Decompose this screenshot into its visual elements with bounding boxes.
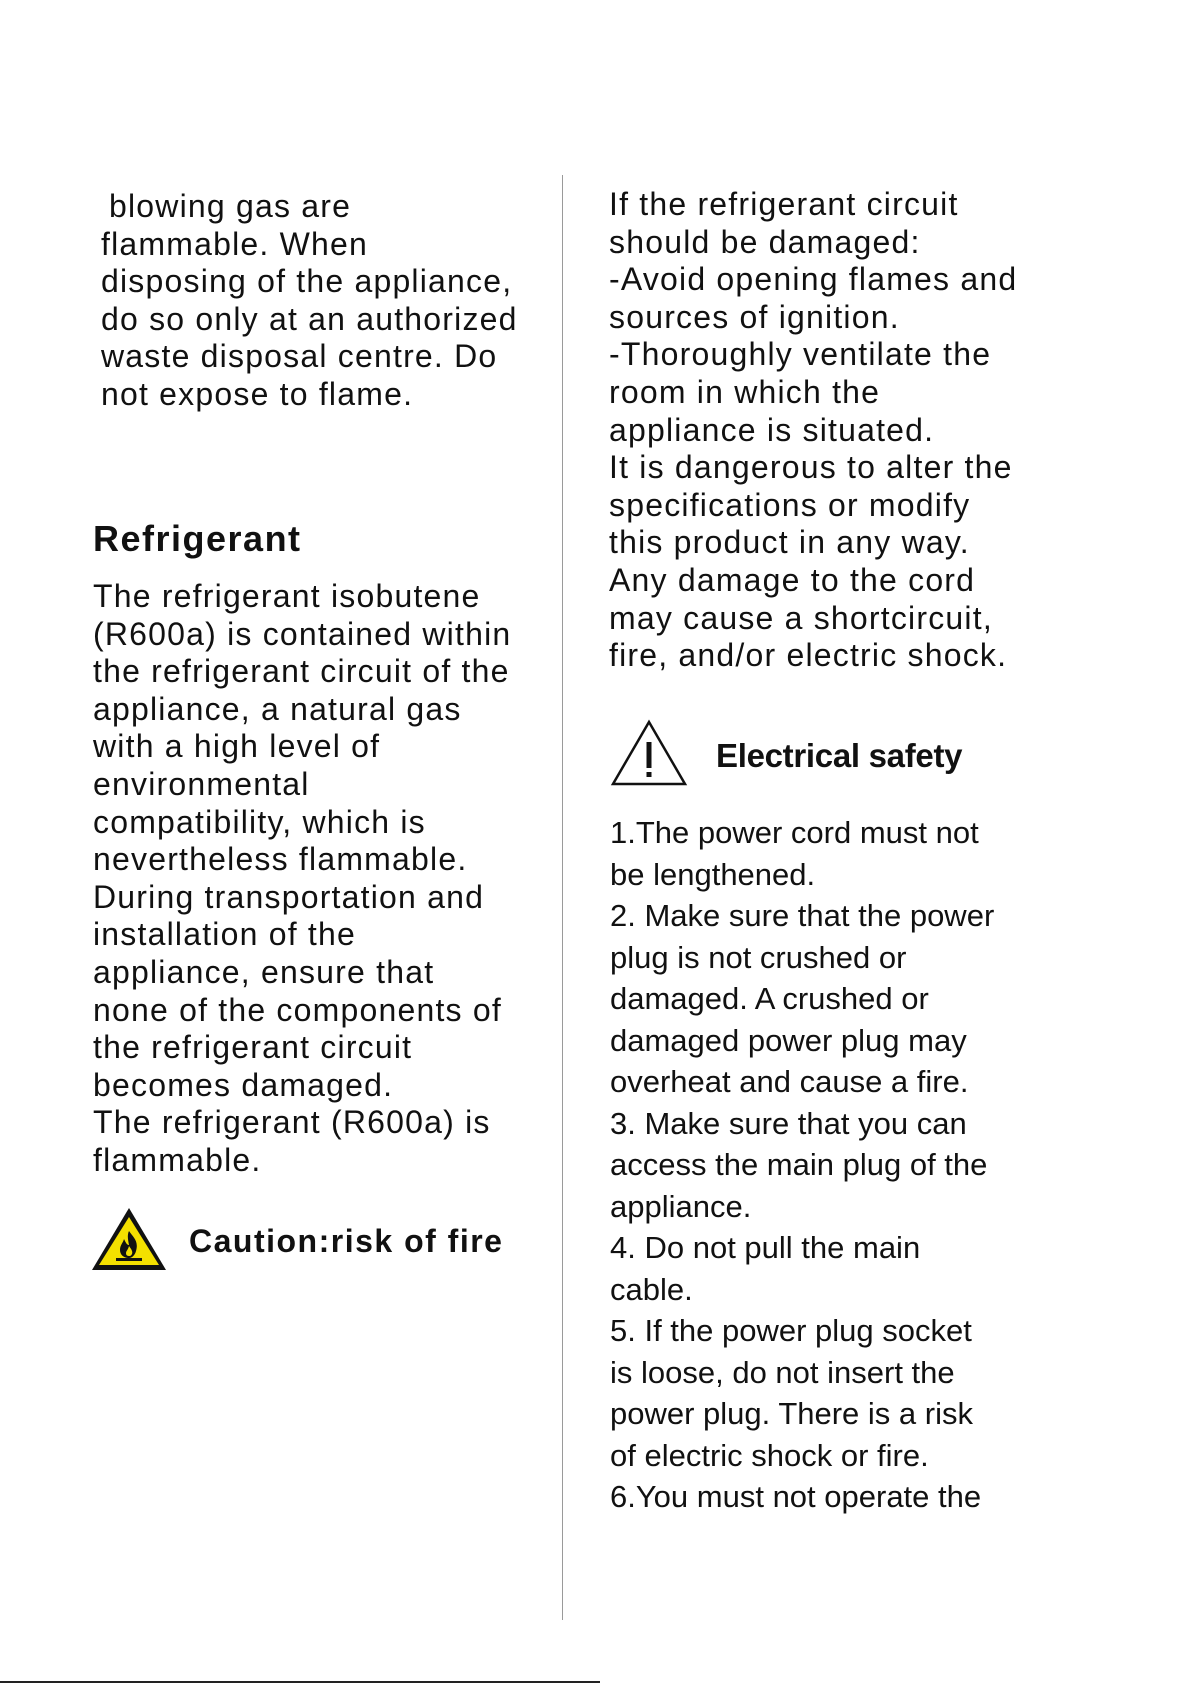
text-line: waste disposal centre. Do — [101, 338, 498, 375]
text-line: damaged. A crushed or — [610, 981, 929, 1016]
intro-paragraph — [101, 188, 551, 414]
text-line: nevertheless flammable. — [93, 841, 468, 878]
text-line: access the main plug of the — [610, 1147, 988, 1182]
text-line: of electric shock or fire. — [610, 1437, 929, 1473]
refrigerant-paragraph — [93, 578, 553, 1180]
text-line: installation of the — [93, 916, 356, 953]
text-line: The refrigerant (R600a) is — [93, 1104, 491, 1141]
text-line: 2. Make sure that the power — [610, 898, 995, 933]
text-line: environmental — [93, 765, 310, 802]
text-line: be lengthened. — [610, 856, 816, 892]
caution-fire-row — [89, 1205, 503, 1278]
text-line: -Avoid opening flames and — [609, 261, 1018, 298]
text-line: this product in any way. — [609, 524, 970, 561]
fire-hazard-icon — [89, 1205, 169, 1278]
text-line: 5. If the power plug socket — [610, 1313, 972, 1348]
text-line: may cause a shortcircuit, — [609, 599, 993, 636]
text-line: (R600a) is contained within — [93, 615, 512, 652]
electrical-safety-list — [610, 812, 1130, 1518]
caution-label: Caution:risk of fire — [189, 1223, 504, 1259]
text-line: compatibility, which is — [93, 803, 426, 840]
text-line: flammable. When — [101, 225, 368, 262]
text-line: none of the components of — [93, 991, 502, 1028]
bottom-rule — [0, 1681, 600, 1683]
text-line: becomes damaged. — [93, 1066, 394, 1103]
text-line: If the refrigerant circuit — [609, 186, 959, 222]
text-line: blowing gas are — [109, 188, 352, 224]
text-line: is loose, do not insert the — [610, 1354, 955, 1390]
text-line: power plug. There is a risk — [610, 1396, 973, 1431]
electrical-safety-header — [609, 718, 962, 793]
text-line: damaged power plug may — [610, 1022, 967, 1058]
text-line: the refrigerant circuit of the — [93, 653, 510, 690]
text-line: It is dangerous to alter the — [609, 449, 1013, 486]
text-line: flammable. — [93, 1141, 262, 1178]
text-line: fire, and/or electric shock. — [609, 637, 1008, 674]
column-divider — [562, 175, 563, 1620]
text-line: appliance, a natural gas — [93, 690, 462, 727]
text-line: should be damaged: — [609, 223, 921, 260]
text-line: the refrigerant circuit — [93, 1029, 413, 1066]
text-line: 3. Make sure that you can — [610, 1105, 967, 1141]
text-line: -Thoroughly ventilate the — [609, 336, 992, 373]
text-line: appliance. — [610, 1188, 752, 1224]
text-line: with a high level of — [93, 728, 381, 765]
text-line: plug is not crushed or — [610, 939, 907, 975]
electrical-safety-heading: Electrical safety — [716, 736, 963, 774]
text-line: not expose to flame. — [101, 375, 414, 412]
text-line: room in which the — [609, 373, 881, 410]
text-line: disposing of the appliance, — [101, 263, 513, 300]
text-line: During transportation and — [93, 878, 485, 915]
text-line: 1.The power cord must not — [610, 815, 979, 850]
text-line: do so only at an authorized — [101, 300, 518, 337]
text-line: Any damage to the cord — [609, 561, 976, 598]
text-line: 4. Do not pull the main — [610, 1230, 921, 1265]
text-line: sources of ignition. — [609, 298, 900, 335]
refrigerant-heading: Refrigerant — [93, 518, 302, 559]
text-line: The refrigerant isobutene — [93, 578, 481, 614]
text-line: 6.You must not operate the — [610, 1479, 982, 1514]
damage-paragraph — [609, 186, 1149, 675]
text-line: specifications or modify — [609, 486, 971, 523]
text-line: appliance, ensure that — [93, 953, 435, 990]
warning-triangle-icon — [609, 718, 689, 793]
text-line: appliance is situated. — [609, 411, 935, 448]
text-line: cable. — [610, 1271, 693, 1307]
text-line: overheat and cause a fire. — [610, 1064, 969, 1099]
